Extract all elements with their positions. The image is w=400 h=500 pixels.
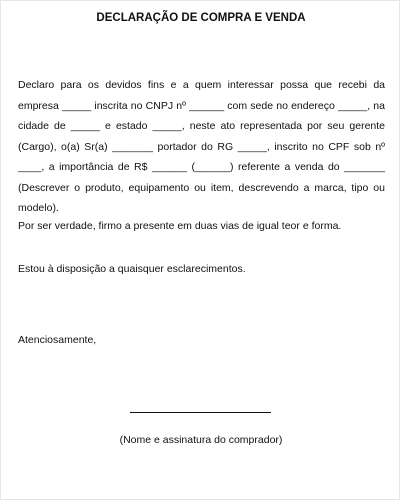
declaration-paragraph: Declaro para os devidos fins e a quem interessar possa que recebi da empresa _____ inscrita no CNPJ nº ______ com sede no endereço _____, na cidade de _____ e estado _____, neste ato representada por seu gerente (Cargo), o(a) Sr(a) _______ portador do RG _____, inscrito no CPF sob nº ____, a importância de R$ ______ (______) referente a venda do _______ (Descrever o produto, equipamento ou item, descrevendo a marca, tipo ou modelo).: [18, 79, 385, 214]
signature-line: [130, 412, 271, 413]
closing-salutation: Atenciosamente,: [18, 334, 97, 346]
truth-statement-paragraph: Por ser verdade, firmo a presente em duas vias de igual teor e forma.: [18, 220, 342, 232]
signature-caption: (Nome e assinatura do comprador): [119, 434, 283, 446]
availability-paragraph: Estou à disposição a quaisquer esclarecimentos.: [18, 263, 246, 275]
document-title: DECLARAÇÃO DE COMPRA E VENDA: [96, 12, 306, 24]
